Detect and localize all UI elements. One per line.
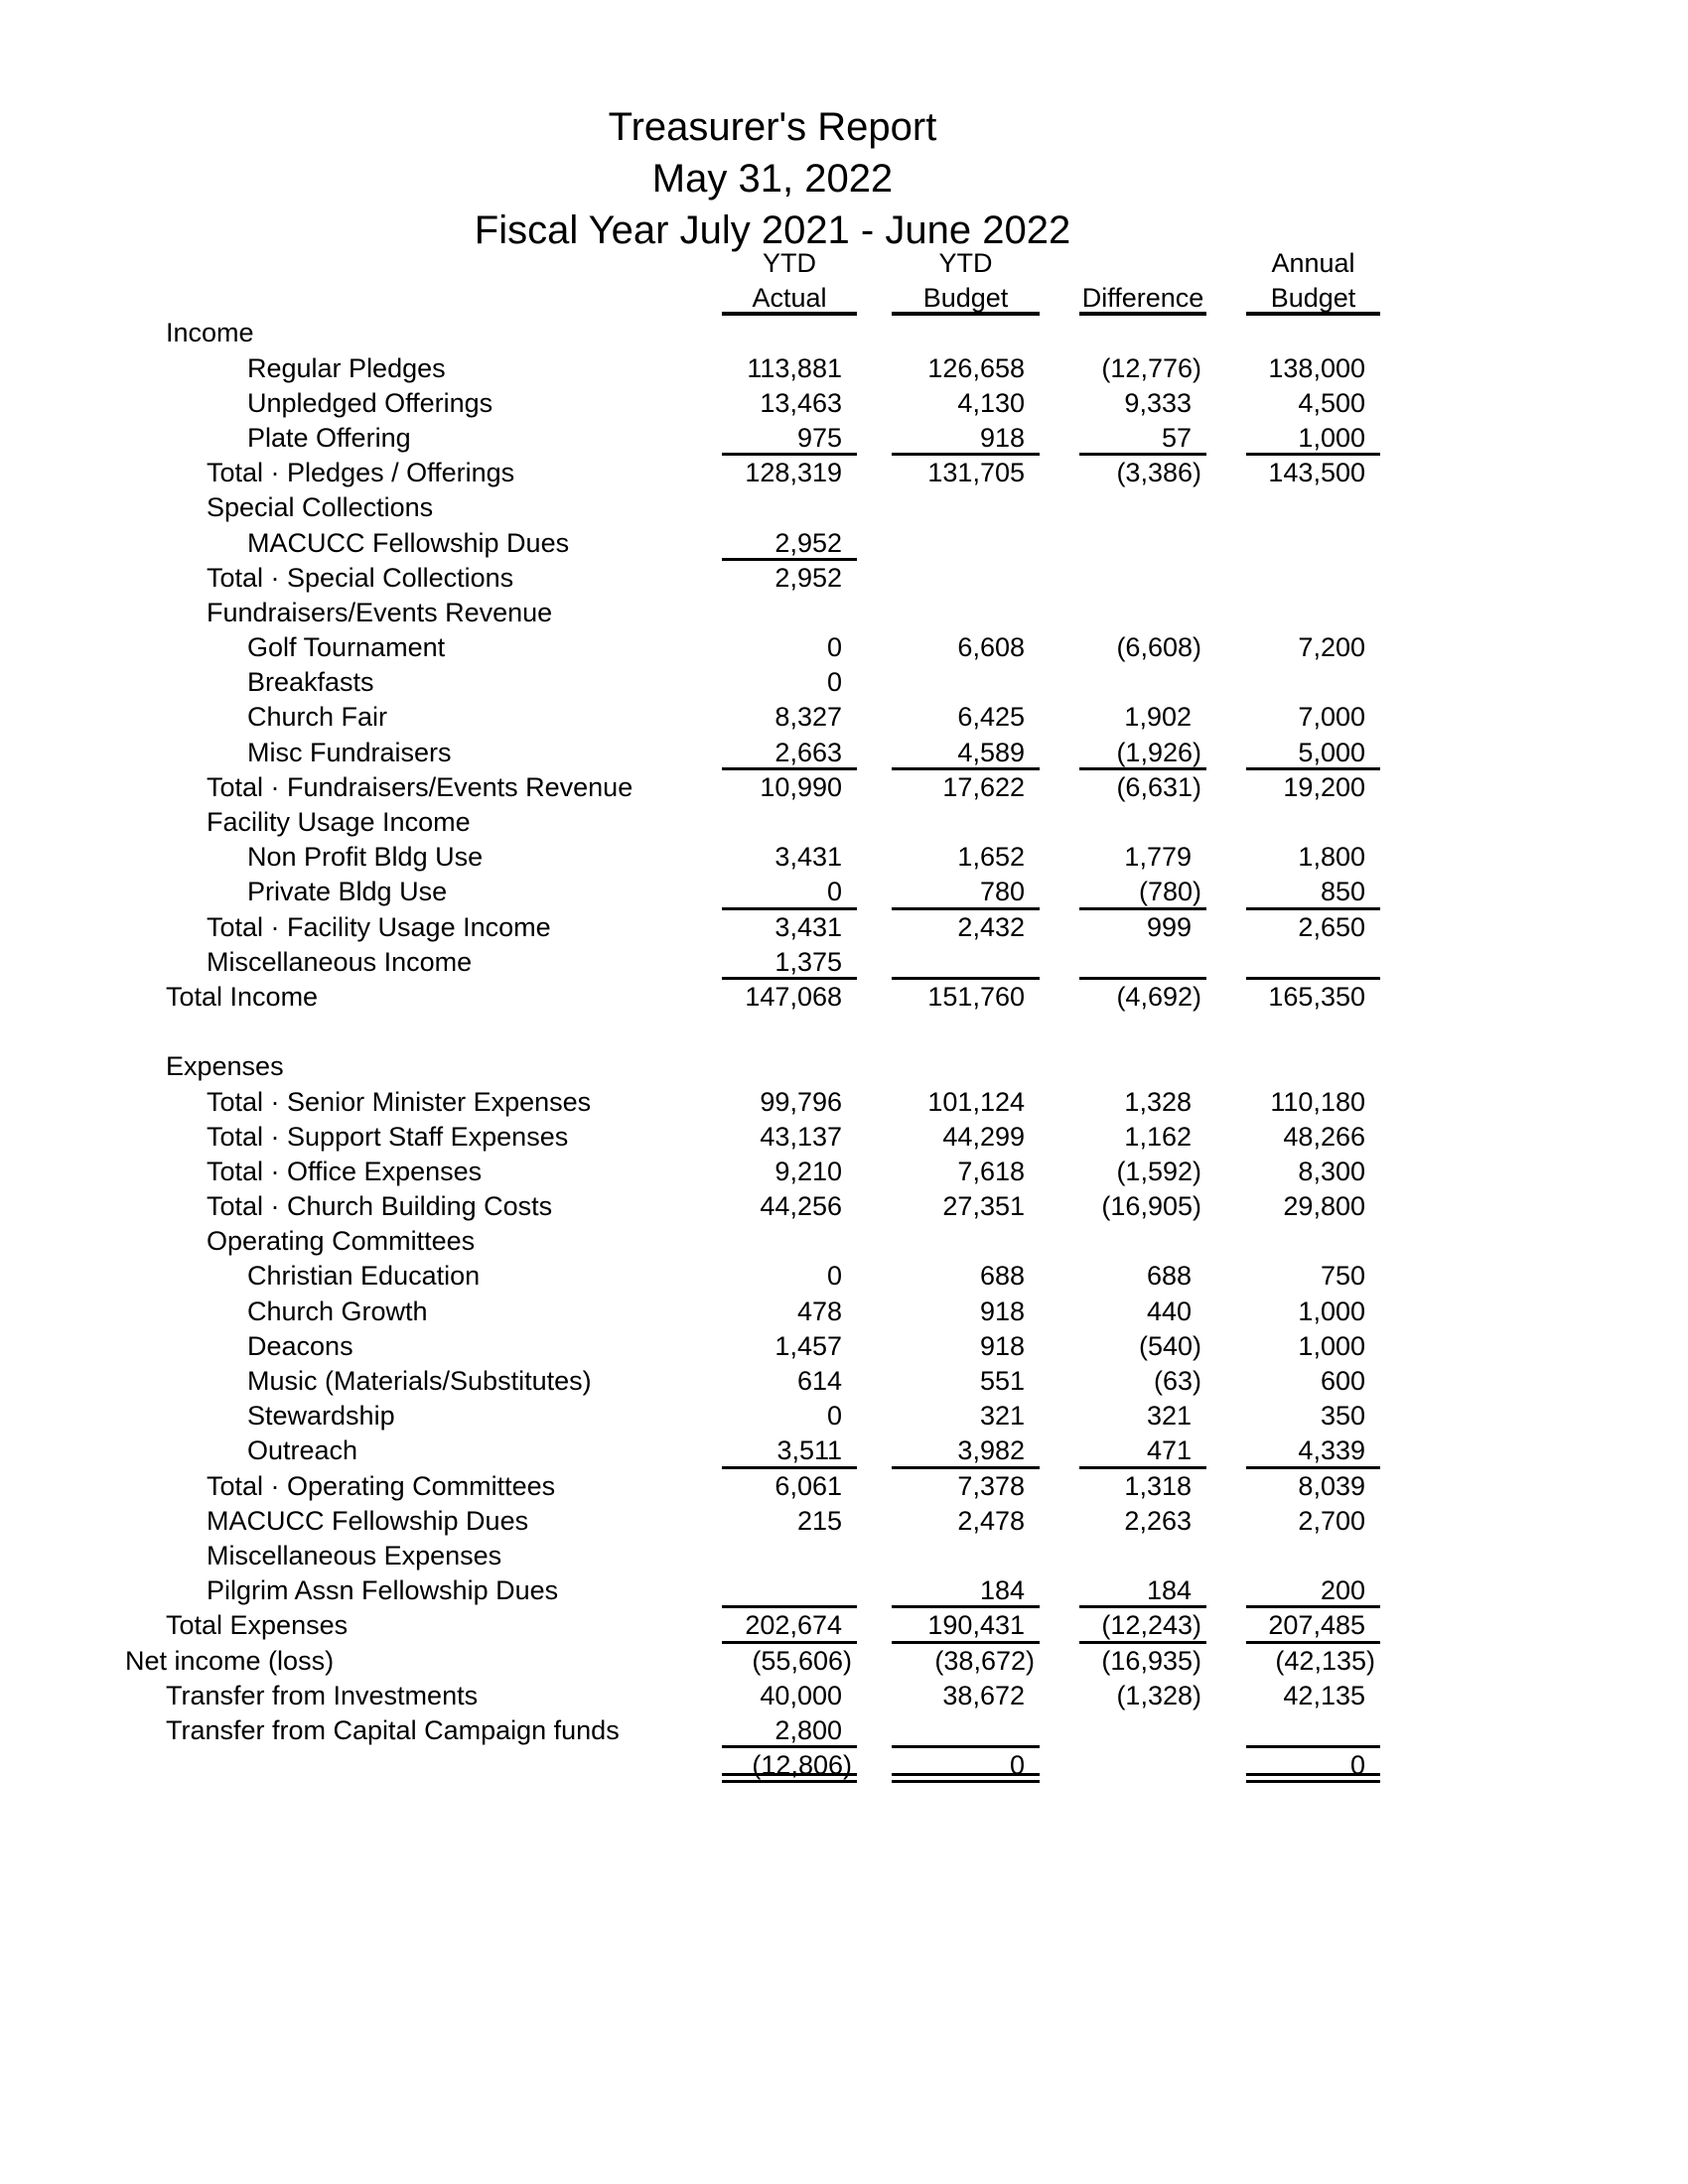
row-label: Income [166,318,254,348]
cell-ytd-budget: 4,130 [957,387,1025,418]
table-row [0,700,1688,735]
table-row [0,1399,1688,1433]
cell-ytd-actual: 2,800 [722,1713,857,1748]
cell-ytd-actual: 975 [722,421,857,456]
cell-ytd-actual: 202,674 [722,1608,857,1643]
report-title: Treasurer's Report [608,105,937,149]
table-row [0,665,1688,700]
table-row [0,805,1688,840]
cell-ytd-budget: 0 [892,1748,1040,1783]
table-row [0,1713,1688,1748]
cell-ytd-budget: 780 [892,875,1040,909]
cell-annual-budget [1246,1713,1380,1748]
cell-difference [1079,945,1206,980]
cell-ytd-actual: (12,806) [722,1748,857,1783]
cell-annual-budget: 200 [1246,1573,1380,1608]
cell-annual-budget: 1,800 [1298,842,1365,873]
cell-difference: 688 [1146,1261,1192,1292]
table-row [0,1748,1688,1783]
row-label: Plate Offering [247,422,411,453]
table-row [0,1644,1688,1679]
row-label: Golf Tournament [247,632,446,663]
cell-ytd-budget: 101,124 [927,1086,1025,1117]
table-row [0,1259,1688,1294]
col-header-difference-line1 [1079,246,1206,281]
cell-annual-budget: 165,350 [1268,981,1365,1012]
cell-ytd-budget: 4,589 [892,736,1040,770]
cell-ytd-actual [722,1573,857,1608]
row-label: Special Collections [207,492,434,523]
row-label: Transfer from Investments [166,1680,479,1710]
cell-ytd-actual: 478 [796,1296,842,1326]
column-header-row-2 [0,281,1688,316]
col-header-annual-budget-line1: Annual [1271,248,1355,278]
table-row [0,770,1688,805]
cell-annual-budget: 600 [1320,1366,1365,1396]
cell-difference: 1,779 [1124,842,1192,873]
row-label: Total · Operating Committees [207,1470,556,1501]
cell-ytd-budget: 918 [979,1296,1025,1326]
cell-ytd-actual: 215 [796,1505,842,1536]
cell-ytd-actual: 128,319 [745,458,842,488]
table-row [0,910,1688,945]
row-label: Net income (loss) [125,1645,335,1676]
row-label: Regular Pledges [247,352,446,383]
cell-difference: (16,905) [1101,1191,1201,1222]
cell-ytd-actual: 6,061 [774,1470,842,1501]
cell-annual-budget: 1,000 [1298,1330,1365,1361]
row-label: Total · Church Building Costs [207,1191,553,1222]
row-label: Facility Usage Income [207,807,471,837]
col-header-ytd-actual-line1: YTD [763,248,816,278]
cell-difference: (1,926) [1079,736,1206,770]
row-label: Total · Support Staff Expenses [207,1121,569,1152]
row-label: Music (Materials/Substitutes) [247,1366,592,1396]
cell-ytd-actual: 1,457 [774,1330,842,1361]
table-row [0,1295,1688,1329]
row-label: Church Fair [247,702,388,733]
cell-ytd-actual: 614 [796,1366,842,1396]
cell-ytd-budget: 7,618 [957,1156,1025,1186]
col-header-annual-budget-line2: Budget [1246,281,1380,316]
table-row [0,945,1688,980]
report-header [0,101,1545,256]
cell-ytd-actual: 3,511 [722,1433,857,1468]
col-header-ytd-budget-line1: YTD [938,248,993,278]
cell-ytd-actual: 40,000 [760,1680,842,1710]
row-label: Operating Committees [207,1226,476,1257]
cell-annual-budget: 42,135 [1283,1680,1365,1710]
cell-ytd-budget: 44,299 [942,1121,1025,1152]
cell-ytd-actual: (55,606) [752,1645,852,1676]
table-row [0,875,1688,909]
cell-annual-budget: 0 [1246,1748,1380,1783]
table-row [0,526,1688,561]
cell-annual-budget: 207,485 [1246,1608,1380,1643]
cell-ytd-budget: 6,425 [957,702,1025,733]
row-label: Church Growth [247,1296,428,1326]
cell-ytd-budget [892,1713,1040,1748]
cell-ytd-actual: 0 [826,632,842,663]
col-header-difference-line2: Difference [1079,281,1206,316]
table-row [0,1015,1688,1049]
cell-annual-budget: 5,000 [1246,736,1380,770]
row-label: Outreach [247,1435,358,1466]
table-row [0,1155,1688,1189]
cell-annual-budget: 19,200 [1283,771,1365,802]
cell-ytd-actual: 13,463 [760,387,842,418]
cell-difference: (540) [1138,1330,1201,1361]
table-row [0,1539,1688,1573]
cell-difference: (12,776) [1101,352,1201,383]
cell-ytd-budget: 321 [979,1401,1025,1432]
cell-difference: 999 [1146,911,1192,942]
cell-ytd-actual: 3,431 [774,911,842,942]
cell-annual-budget: 1,000 [1246,421,1380,456]
col-header-ytd-budget-line2: Budget [892,281,1040,316]
cell-annual-budget: 29,800 [1283,1191,1365,1222]
table-row [0,630,1688,665]
cell-ytd-budget: 184 [892,1573,1040,1608]
cell-annual-budget: 1,000 [1298,1296,1365,1326]
table-row [0,1573,1688,1608]
cell-difference: 1,902 [1124,702,1192,733]
table-row [0,1608,1688,1643]
table-row [0,351,1688,386]
cell-ytd-budget: 688 [979,1261,1025,1292]
cell-difference: (4,692) [1116,981,1201,1012]
cell-annual-budget: (42,135) [1275,1645,1375,1676]
table-row [0,490,1688,525]
column-header-row-1 [0,246,1688,281]
table-row [0,1224,1688,1259]
row-label: Unpledged Offerings [247,387,493,418]
cell-ytd-budget: 918 [892,421,1040,456]
cell-ytd-budget: 2,432 [957,911,1025,942]
table-row [0,596,1688,630]
table-row [0,1469,1688,1504]
cell-annual-budget: 750 [1320,1261,1365,1292]
cell-ytd-actual: 3,431 [774,842,842,873]
cell-annual-budget: 2,700 [1298,1505,1365,1536]
cell-ytd-actual: 2,952 [774,562,842,593]
report-date: May 31, 2022 [651,157,894,201]
cell-difference: 1,318 [1124,1470,1192,1501]
cell-ytd-actual: 1,375 [722,945,857,980]
cell-annual-budget: 850 [1246,875,1380,909]
row-label: Total · Office Expenses [207,1156,483,1186]
table-row [0,840,1688,875]
report-fiscal-year: Fiscal Year July 2021 - June 2022 [474,208,1071,252]
cell-difference: 471 [1079,1433,1206,1468]
table-row [0,1433,1688,1468]
table-row [0,1085,1688,1120]
cell-annual-budget: 110,180 [1270,1086,1365,1117]
cell-difference: (6,608) [1116,632,1201,663]
cell-ytd-actual: 9,210 [774,1156,842,1186]
row-label: MACUCC Fellowship Dues [247,527,570,558]
cell-ytd-actual: 8,327 [774,702,842,733]
cell-ytd-budget: 126,658 [927,352,1025,383]
cell-difference: 1,162 [1124,1121,1192,1152]
cell-ytd-budget: 918 [979,1330,1025,1361]
table-row [0,1049,1688,1084]
cell-ytd-budget: 151,760 [927,981,1025,1012]
cell-ytd-budget: 38,672 [942,1680,1025,1710]
row-label: Non Profit Bldg Use [247,842,484,873]
row-label: Breakfasts [247,667,374,698]
table-row [0,980,1688,1015]
cell-difference: (1,328) [1116,1680,1201,1710]
cell-ytd-actual: 0 [826,1401,842,1432]
row-label: Total · Special Collections [207,562,514,593]
table-row [0,1679,1688,1713]
cell-difference: 2,263 [1124,1505,1192,1536]
cell-difference: (63) [1153,1366,1201,1396]
cell-annual-budget: 138,000 [1268,352,1365,383]
cell-difference: (16,935) [1101,1645,1201,1676]
cell-ytd-budget: 131,705 [927,458,1025,488]
cell-ytd-actual: 44,256 [760,1191,842,1222]
table-row [0,1189,1688,1224]
cell-difference: (12,243) [1079,1608,1206,1643]
cell-annual-budget: 350 [1320,1401,1365,1432]
row-label: Total · Pledges / Offerings [207,458,515,488]
cell-ytd-budget: (38,672) [934,1645,1035,1676]
col-header-ytd-actual-line2: Actual [722,281,857,316]
cell-ytd-budget: 1,652 [957,842,1025,873]
cell-difference: (6,631) [1116,771,1201,802]
cell-ytd-actual: 2,663 [722,736,857,770]
row-label: Expenses [166,1051,284,1082]
cell-ytd-actual: 10,990 [760,771,842,802]
row-label: Miscellaneous Expenses [207,1540,502,1570]
row-label: Private Bldg Use [247,877,448,907]
cell-ytd-budget: 190,431 [892,1608,1040,1643]
row-label: Deacons [247,1330,353,1361]
table-row [0,1364,1688,1399]
cell-annual-budget: 8,039 [1298,1470,1365,1501]
cell-annual-budget: 2,650 [1298,911,1365,942]
row-label: Stewardship [247,1401,395,1432]
cell-ytd-budget: 17,622 [942,771,1025,802]
cell-ytd-budget: 27,351 [942,1191,1025,1222]
cell-annual-budget: 143,500 [1268,458,1365,488]
cell-ytd-budget: 2,478 [957,1505,1025,1536]
row-label: Christian Education [247,1261,481,1292]
cell-ytd-budget: 6,608 [957,632,1025,663]
row-label: Fundraisers/Events Revenue [207,597,553,627]
cell-difference: (1,592) [1116,1156,1201,1186]
cell-ytd-actual: 147,068 [745,981,842,1012]
row-label: Misc Fundraisers [247,737,452,767]
cell-ytd-budget: 7,378 [957,1470,1025,1501]
row-label: Miscellaneous Income [207,946,473,977]
cell-ytd-actual: 99,796 [760,1086,842,1117]
cell-ytd-budget: 551 [979,1366,1025,1396]
table-row [0,1120,1688,1155]
row-label: Total · Senior Minister Expenses [207,1086,592,1117]
cell-ytd-budget: 3,982 [892,1433,1040,1468]
table-row [0,1329,1688,1364]
cell-difference: (3,386) [1116,458,1201,488]
row-label: Total Income [166,981,319,1012]
report-rows [0,316,1688,1783]
row-label: Pilgrim Assn Fellowship Dues [207,1575,559,1606]
row-label: Total · Fundraisers/Events Revenue [207,771,633,802]
table-row [0,456,1688,490]
cell-annual-budget: 4,339 [1246,1433,1380,1468]
report-table [0,246,1688,1783]
row-label: Total Expenses [166,1610,349,1641]
table-row [0,386,1688,421]
cell-ytd-actual: 113,881 [747,352,842,383]
table-row [0,316,1688,350]
cell-annual-budget: 7,000 [1298,702,1365,733]
cell-ytd-actual: 2,952 [722,526,857,561]
cell-ytd-actual: 0 [826,1261,842,1292]
cell-difference: 321 [1146,1401,1192,1432]
cell-annual-budget [1246,945,1380,980]
cell-annual-budget: 48,266 [1283,1121,1365,1152]
cell-difference: 184 [1079,1573,1206,1608]
cell-ytd-actual: 43,137 [760,1121,842,1152]
cell-ytd-actual: 0 [826,667,842,698]
row-label: MACUCC Fellowship Dues [207,1505,529,1536]
cell-difference: 9,333 [1124,387,1192,418]
cell-difference: (780) [1079,875,1206,909]
cell-ytd-budget [892,945,1040,980]
table-row [0,1504,1688,1539]
row-label: Total · Facility Usage Income [207,911,551,942]
table-row [0,421,1688,456]
cell-annual-budget: 8,300 [1298,1156,1365,1186]
row-label: Transfer from Capital Campaign funds [166,1714,620,1745]
cell-difference: 440 [1146,1296,1192,1326]
cell-ytd-actual: 0 [722,875,857,909]
cell-annual-budget: 4,500 [1298,387,1365,418]
table-row [0,561,1688,596]
cell-annual-budget: 7,200 [1298,632,1365,663]
cell-difference: 57 [1079,421,1206,456]
cell-difference: 1,328 [1124,1086,1192,1117]
table-row [0,736,1688,770]
